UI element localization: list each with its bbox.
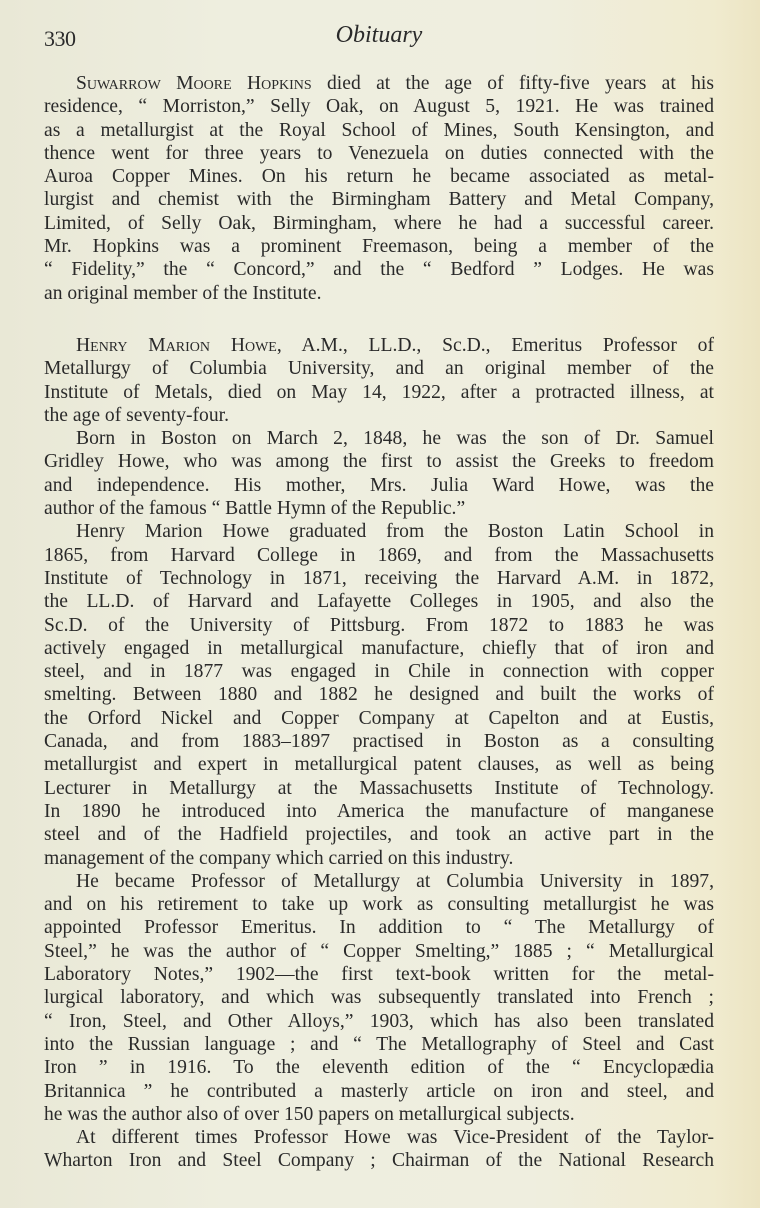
text-line: and on his retirement to take up work as consulting metallurgist he was (44, 894, 714, 916)
deceased-name: Henry Marion Howe (76, 335, 277, 356)
text-line: and independence. His mother, Mrs. Julia Ward Howe, was the (44, 474, 714, 496)
text-line: Steel,” he was the author of “ Copper Smelting,” 1885 ; “ Metallurgical (44, 940, 714, 962)
text-line: Institute of Technology in 1871, receiving the Harvard A.M. in 1872, (44, 567, 714, 589)
text-line: Institute of Metals, died on May 14, 1922, after a protracted illness, at (44, 381, 714, 403)
text-line: Gridley Howe, who was among the first to assist the Greeks to freedom (44, 451, 714, 473)
text-line: Lecturer in Metallurgy at the Massachusetts Institute of Technology. (44, 777, 714, 799)
text-line: into the Russian language ; and “ The Metallography of Steel and Cast (44, 1033, 714, 1055)
line-text: died at the age of fifty-five years at his (311, 73, 714, 94)
text-line: author of the famous “ Battle Hymn of the Republic.” (44, 498, 466, 520)
page-header (44, 22, 714, 56)
text-line: “ Iron, Steel, and Other Alloys,” 1903, which has also been translated (44, 1010, 714, 1032)
text-line: he was the author also of over 150 papers on metallurgical subjects. (44, 1103, 575, 1125)
text-line: Born in Boston on March 2, 1848, he was the son of Dr. Samuel (76, 428, 714, 450)
text-line: He became Professor of Metallurgy at Columbia University in 1897, (76, 870, 714, 892)
text-line: steel and of the Hadfield projectiles, and took an active part in the (44, 824, 714, 846)
text-line: residence, “ Morriston,” Selly Oak, on August 5, 1921. He was trained (44, 96, 714, 118)
text-line (44, 72, 714, 95)
text-line: Canada, and from 1883–1897 practised in Boston as a consulting (44, 731, 714, 753)
text-line: Laboratory Notes,” 1902—the first text-book written for the metal- (44, 964, 714, 986)
text-line: lurgist and chemist with the Birmingham Battery and Metal Company, (44, 189, 714, 211)
running-title: Obituary (335, 22, 423, 48)
text-line: metallurgist and expert in metallurgical patent clauses, as well as being (44, 754, 714, 776)
text-line: 1865, from Harvard College in 1869, and from the Massachusetts (44, 544, 714, 566)
obituary-hopkins (44, 72, 714, 305)
text-line: the age of seventy-four. (44, 404, 229, 426)
text-line: actively engaged in metallurgical manufacture, chiefly that of iron and (44, 637, 714, 659)
text-line: Henry Marion Howe graduated from the Boston Latin School in (76, 521, 714, 543)
text-line: Sc.D. of the University of Pittsburg. From 1872 to 1883 he was (44, 614, 714, 636)
page-number: 330 (44, 26, 76, 51)
text-line: the LL.D. of Harvard and Lafayette Colleges in 1905, and also the (44, 591, 714, 613)
text-line: Limited, of Selly Oak, Birmingham, where he had a successful career. (44, 212, 714, 234)
text-line: smelting. Between 1880 and 1882 he designed and built the works of (44, 684, 714, 706)
text-line: steel, and in 1877 was engaged in Chile in connection with copper (44, 661, 714, 683)
line-text: , A.M., LL.D., Sc.D., Emeritus Professor of (276, 335, 714, 356)
text-line: Britannica ” he contributed a masterly article on iron and steel, and (44, 1080, 714, 1102)
text-line: lurgical laboratory, and which was subsequently translated into French ; (44, 987, 714, 1009)
text-line: management of the company which carried on this industry. (44, 847, 514, 869)
text-line: appointed Professor Emeritus. In addition to “ The Metallurgy of (44, 917, 714, 939)
text-line (44, 334, 714, 357)
text-line: Auroa Copper Mines. On his return he became associated as metal- (44, 166, 714, 188)
text-line: as a metallurgist at the Royal School of Mines, South Kensington, and (44, 119, 714, 141)
text-line: “ Fidelity,” the “ Concord,” and the “ Bedford ” Lodges. He was (44, 259, 714, 281)
text-line: thence went for three years to Venezuela on duties connected with the (44, 142, 714, 164)
deceased-name: Suwarrow Moore Hopkins (76, 73, 312, 94)
text-line: Wharton Iron and Steel Company ; Chairman of the National Research (44, 1150, 714, 1172)
obituary-howe (44, 334, 714, 1173)
text-line: In 1890 he introduced into America the manufacture of manganese (44, 800, 714, 822)
text-line: an original member of the Institute. (44, 282, 322, 304)
text-line: the Orford Nickel and Copper Company at Capelton and at Eustis, (44, 707, 714, 729)
text-line: Metallurgy of Columbia University, and an original member of the (44, 358, 714, 380)
text-line: At different times Professor Howe was Vice-President of the Taylor- (76, 1127, 714, 1149)
text-line: Mr. Hopkins was a prominent Freemason, being a member of the (44, 236, 714, 258)
text-line: Iron ” in 1916. To the eleventh edition of the “ Encyclopædia (44, 1057, 714, 1079)
